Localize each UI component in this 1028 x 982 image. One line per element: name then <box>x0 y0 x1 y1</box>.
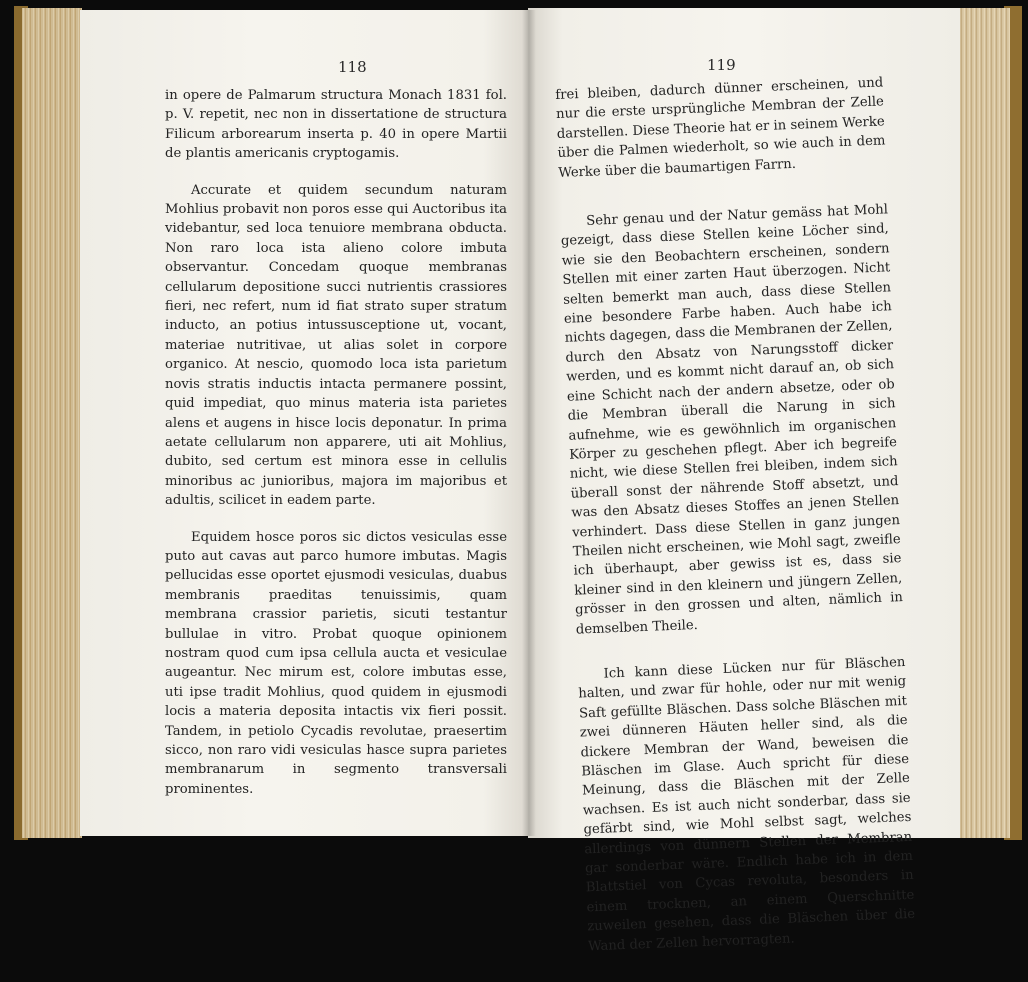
left-page-text <box>165 86 507 816</box>
page-edges-left <box>22 8 82 838</box>
right-page-number: 119 <box>707 56 736 74</box>
right-paragraph: Ich kann diese Lücken nur für Bläschen halten, und zwar für hohle, oder nur mit wenig Saft gefüllte Bläschen. Dass solche Bläschen mit zwei dünneren Häuten heller sind, als die dickere Membran der Wand, beweisen die Bläschen im Glase. Auch spricht für diese Meinung, dass die Bläschen mit der Zelle wachsen. Es ist auch nicht sonderbar, dass sie gefärbt sind, wie Mohl selbst sagt, welches allerdings von dünnern Stellen der Membran gar sonderbar wäre. Endlich habe ich in dem Blattstiel von Cycas revoluta, besonders in einem trocknen, an einem Querschnitte zuweilen gesehen, dass die Bläschen über die Wand der Zellen hervorragten. <box>578 654 916 955</box>
right-paragraph: Sehr genau und der Natur gemäss hat Mohl gezeigt, dass diese Stellen keine Löcher sind, wie sie den Beobachtern erscheinen, sondern Stellen mit einer zarten Haut überzogen. Nicht selten bemerkt man auch, dass diese Stellen eine besondere Farbe haben. Auch habe ich nichts dagegen, dass die Membranen der Zellen, durch den Absatz von Narungsstoff dicker werden, und es kommt nicht darauf an, ob sich eine Schicht nach der andern absetze, oder ob die Membran überall die Narung in sich aufnehme, wie es gewöhnlich im organischen Körper zu geschehen pflegt. Aber ich begreife nicht, wie diese Stellen frei bleiben, indem sich überall sonst der nährende Stoff absetzt, und was den Absatz dieses Stoffes an jenen Stellen verhindert. Dass diese Stellen in ganz jungen Theilen nicht erscheinen, wie Mohl sagt, zweifle ich überhaupt, aber gewiss ist es, dass sie kleiner sind in den kleinern und jüngern Zellen, grösser in den grossen und alten, nämlich in demselben Theile. <box>560 202 904 638</box>
right-paragraph: frei bleiben, dadurch dünner erscheinen, und nur die erste ursprüngliche Membran der Zelle darstellen. Diese Theorie hat er in seinem Werke über die Palmen wiederholt, so wie auch in dem Werke über die baumartigen Farrn. <box>555 75 886 181</box>
left-paragraph: Accurate et quidem secundum naturam Mohlius probavit non poros esse qui Auctoribus ita videbantur, sed loca tenuiore membrana obducta. Non raro loca ista alieno colore imbuta observantur. Concedam quoque membranas cellularum depositione succi nutrientis crassiores fieri, nec refert, num id fiat strato super stratum inducto, an potius intussusceptione ut, vocant, materiae nutritivae, ut alias solet in corpore organico. At nescio, quomodo loca ista parietum novis stratis inductis intacta permanere possint, quid impediat, quo minus materia ista parietes alens et augens in hisce locis deponatur. In prima aetate cellularum non apparere, uti ait Mohlius, dubito, sed certum est minora esse in cellulis minoribus ac junioribus, majora im majoribus et adultis, scilicet in eadem parte. <box>165 182 507 509</box>
page-edges-right <box>958 8 1010 838</box>
left-page-number: 118 <box>338 58 367 76</box>
left-paragraph: in opere de Palmarum structura Monach 1831 fol. p. V. repetit, nec non in dissertatione de structura Filicum arborearum inserta p. 40 in opere Martii de plantis americanis cryptogamis. <box>165 88 507 162</box>
book-gutter <box>522 10 536 836</box>
left-paragraph: Equidem hosce poros sic dictos vesiculas esse puto aut cavas aut parco humore imbutas. Magis pellucidas esse oportet ejusmodi vesiculas, duabus membranis praeditas tenuissimis, quam membrana crassior parietis, sicuti testantur bullulae in vitro. Probat quoque opinionem nostram quod cum ipsa cellula aucta et vesiculae augeantur. Nec mirum est, colore imbutas esse, uti ipse tradit Mohlius, quod quidem in ejusmodi locis a materia deposita intactis vix fieri possit. Tandem, in petiolo Cycadis revolutae, praesertim sicco, non raro vidi vesiculas hasce supra parietes membranarum in segmento transversali prominentes. <box>165 529 507 797</box>
